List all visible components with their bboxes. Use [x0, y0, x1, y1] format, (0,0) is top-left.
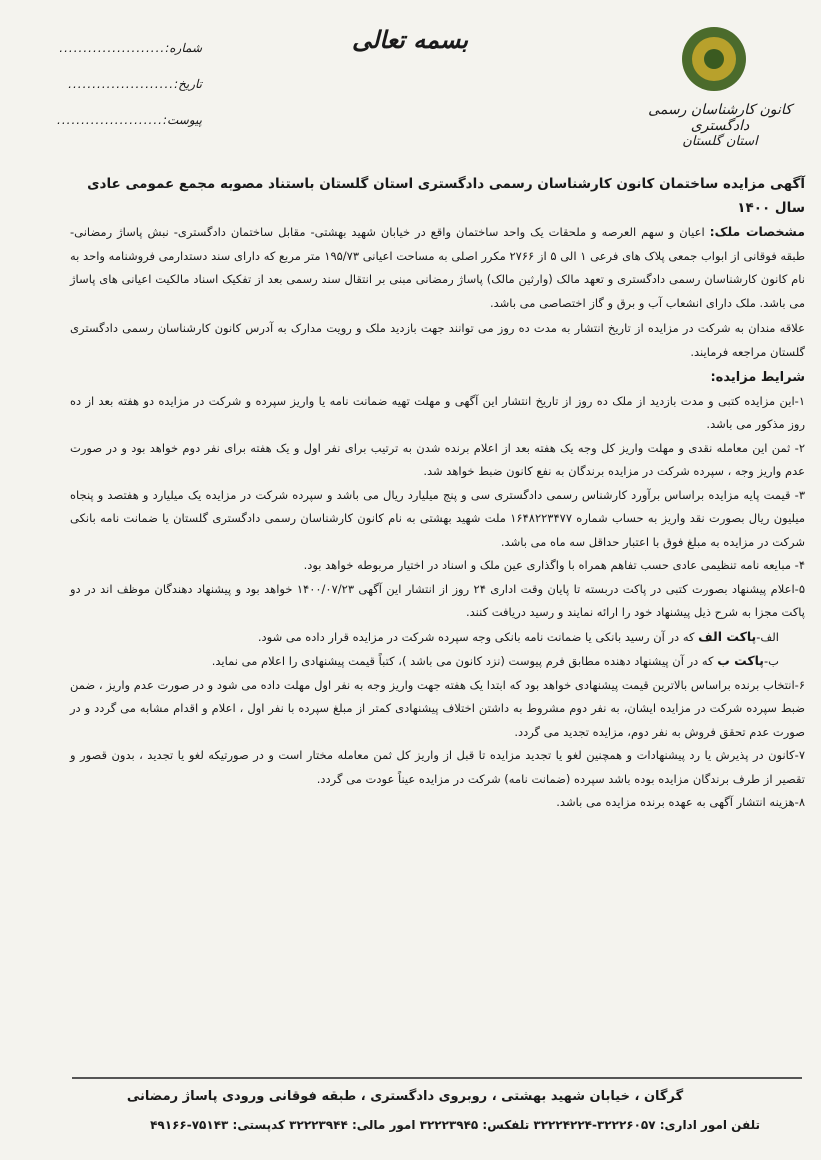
packet-b-item: ب-پاکت ب که در آن پیشنهاد دهنده مطابق فرم پیوست (نزد کانون می باشد )، کتباً قیمت پیشنهادی را اعلام می نماید. — [211, 653, 779, 668]
bismillah-heading: بسمه تعالی — [351, 25, 469, 54]
condition-item: ۸-هزینه انتشار آگهی به عهده برنده مزایده می باشد. — [556, 795, 805, 809]
date-label: تاریخ: — [174, 77, 202, 91]
condition-item: ۲- ثمن این معامله نقدی و مهلت واریز کل وجه یک هفته بعد از اعلام برنده شدن به ترتیب برای نفر اول و یک هفته برای نفر دوم خواهد بود و در صورت عدم واریز وجه ، سپرده شرکت در مزایده برندگان به نفع کانون ضبط خواهد شد. — [70, 440, 805, 478]
packet-b-label: پاکت ب — [717, 653, 765, 668]
packet-a-label: پاکت الف — [698, 628, 757, 644]
number-row — [59, 30, 202, 66]
number-label: شماره: — [165, 41, 202, 55]
footer-address: گرگان ، خیابان شهید بهشتی ، روبروی دادگستری ، طبقه فوقانی ورودی پاساژ رمضانی — [126, 1089, 684, 1104]
org-province: استان گلستان — [682, 134, 758, 149]
announcement-title: آگهی مزایده ساختمان کانون کارشناسان رسمی دادگستری استان گلستان باستناد مصوبه مجمع عمومی عادی سال ۱۴۰۰ — [87, 176, 805, 216]
number-dots: ...................... — [59, 41, 166, 55]
announcement-body — [70, 173, 805, 815]
date-dots: ...................... — [68, 77, 175, 91]
condition-item: ۴- مبایعه نامه تنظیمی عادی حسب تفاهم همراه با واگذاری عین ملک و اسناد در اختیار مربوطه خواهد بود. — [303, 558, 805, 572]
visit-paragraph: علاقه مندان به شرکت در مزایده از تاریخ انتشار به مدت ده روز می توانند جهت بازدید ملک و رویت مدارک به آدرس کانون کارشناسان رسمی دادگستری گلستان مراجعه فرمایند. — [70, 321, 805, 359]
emblem-icon — [682, 27, 746, 91]
condition-item: ۳- قیمت پایه مزایده براساس برآورد کارشناس رسمی دادگستری سی و پنج میلیارد ریال می باشد و سپرده شرکت در مزایده یک میلیارد و هفتصد و پنجاه میلیون ریال بصورت نقد واریز به حساب شماره ۱۶۴۸۲۲۳۴۷۷ ملت شهید بهشتی به نام کانون کارشناسان رسمی دادگستری گلستان یا ضمانت نامه بانکی شرکت در مزایده به مبلغ فوق با اعتبار حداقل سه ماه می باشد. — [70, 487, 805, 549]
date-row — [68, 66, 202, 102]
conditions-heading: شرایط مزایده: — [710, 370, 805, 385]
condition-item: ۵-اعلام پیشنهاد بصورت کتبی در پاکت دربسته تا پایان وقت اداری ۲۴ روز از انتشار این آگهی ۱۴۰۰/۰۷/۲۳ خواهد بود و پیشنهاد دهندگان موظف اند در دو پاکت مجزا به شرح ذیل پیشنهاد خود را ارائه نمایند و رسید دریافت کنند. — [70, 581, 805, 619]
specs-text: اعیان و سهم العرصه و ملحقات یک واحد ساختمان واقع در خیابان شهید بهشتی- مقابل ساختمان دادگستری- نبش پاساژ رمضانی- طبقه فوقانی از ابواب جمعی پلاک های فرعی ۱ الی ۵ از ۲۷۶۶ مکرر اصلی به مساحت اعیانی ۱۹۵/۷۳ متر مربع که دارای سند دستدارمی فروشنامه واحد به نام کانون کارشناسان رسمی دادگستری و تعهد مالک (وارثین مالک) پاساژ رمضانی مبنی بر انتقال سند رسمی بعد از تفکیک اسناد مالکیت اعیانی های پاساژ می باشد. ملک دارای انشعاب آب و برق و گاز اختصاصی می باشد. — [70, 225, 806, 310]
attachment-row — [57, 102, 202, 138]
condition-item: ۶-انتخاب برنده براساس بالاترین قیمت پیشنهادی خواهد بود که ابتدا یک هفته جهت واریز وجه به نفر اول مهلت داده می شود و در صورت عدم واریز ، ضمن ضبط سپرده شرکت در مزایده ایشان، به نفر دوم مشروط به داشتن اختلاف پیشنهادی کمتر از مبلغ سپرده با نفر اول ، اعلام و اقدام مشابه می گردد و در صورت عدم تحقق فروش به نفر دوم، مزایده تجدید می گردد. — [70, 677, 805, 739]
attachment-label: پیوست: — [162, 113, 202, 127]
footer-divider — [72, 1077, 802, 1079]
packet-a-item: الف-پاکت الف که در آن رسید بانکی یا ضمانت نامه بانکی وجه سپرده شرکت در مزایده قرار داده می شود. — [257, 628, 779, 644]
footer-phones: تلفن امور اداری: ۳۲۲۲۶۰۵۷-۳۲۲۲۴۲۲۴ تلفکس: ۳۲۲۲۳۹۴۵ امور مالی: ۳۲۲۲۳۹۴۴ کدپستی: ۷۵۱۴۳-۴۹۱۶۶ — [150, 1118, 760, 1132]
org-logo-block — [640, 22, 800, 162]
specs-label: مشخصات ملک: — [709, 224, 805, 239]
condition-item: ۱-این مزایده کتبی و مدت بازدید از ملک ده روز از تاریخ انتشار این آگهی و مهلت تهیه ضمانت نامه یا واریز سپرده و شرکت در مزایده دو هفته بعد از ده روز مذکور می باشد. — [70, 393, 805, 431]
attachment-dots: ...................... — [57, 113, 163, 127]
org-name: کانون کارشناسان رسمی دادگستری — [648, 102, 792, 134]
letter-meta — [57, 30, 202, 138]
property-specs — [70, 220, 805, 315]
condition-item: ۷-کانون در پذیرش یا رد پیشنهادات و همچنین لغو یا تجدید مزایده تا قبل از واریز کل ثمن معامله مختار است و در صورتیکه لغو یا تجدید ، بدون قصور و تقصیر از طرف برندگان مزایده بوده باشد سپرده (ضمانت نامه) شرکت در مزایده عیناً عودت می گردد. — [70, 748, 805, 786]
